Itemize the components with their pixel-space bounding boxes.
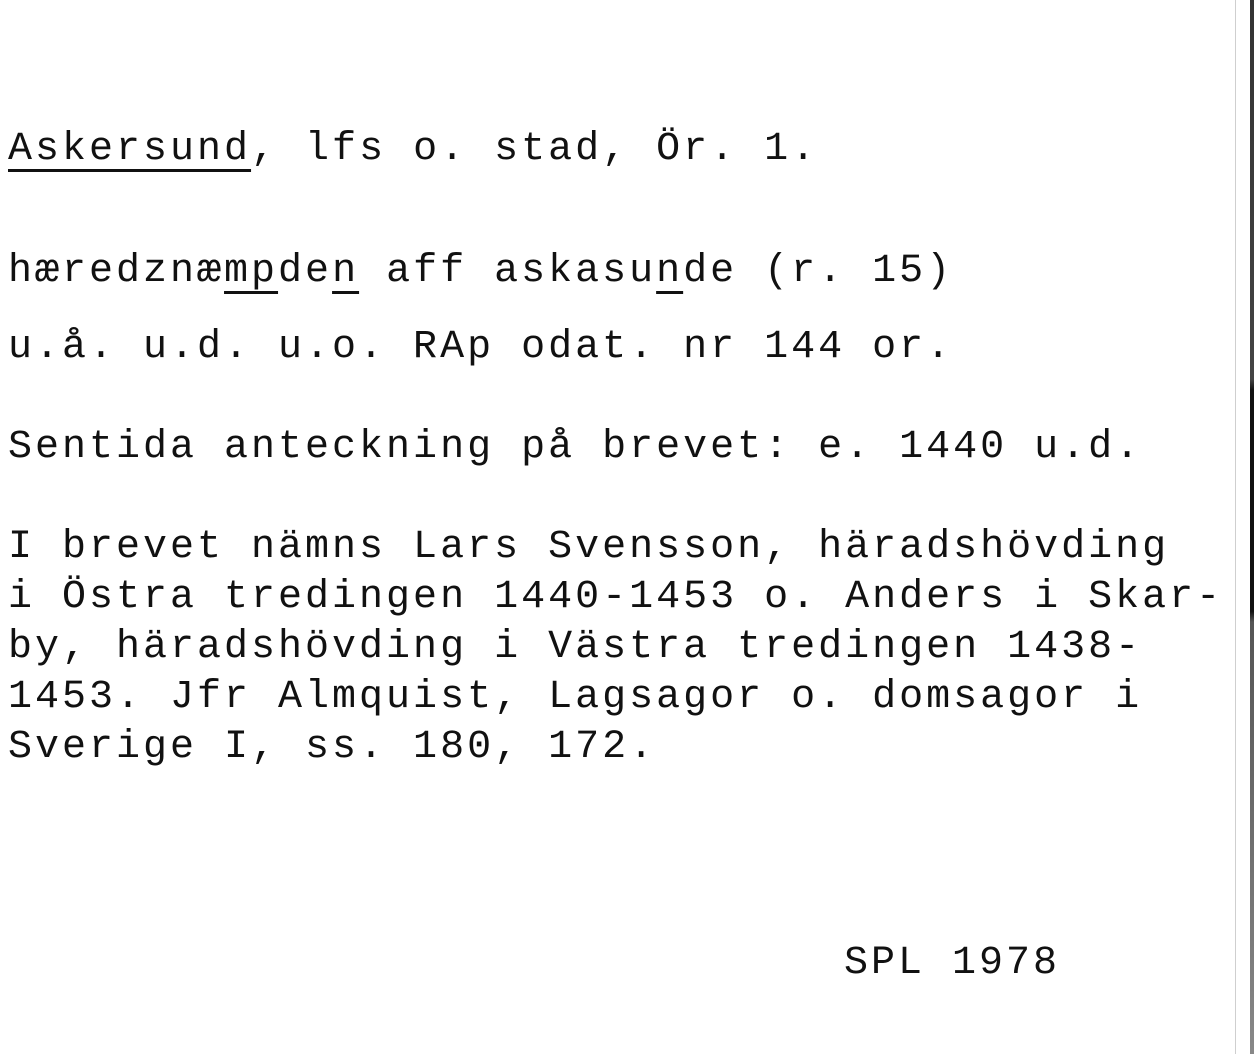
form-part: de — [278, 249, 333, 294]
form-line — [8, 248, 953, 296]
form-part: de (r. 15) — [683, 249, 954, 294]
comment-line: Sverige I, ss. 180, 172. — [8, 725, 657, 770]
comment-line: i Östra tredingen 1440-1453 o. Anders i Skar- — [8, 575, 1224, 620]
form-part: aff askasu — [359, 249, 657, 294]
note-line: Sentida anteckning på brevet: e. 1440 u.d. — [8, 425, 1143, 470]
signature: SPL 1978 — [844, 941, 1061, 986]
source-line: u.å. u.d. u.o. RAp odat. nr 144 or. — [8, 325, 954, 370]
form-part-underlined: mp — [224, 249, 279, 294]
form-part: hæredznæ — [8, 249, 225, 294]
place-name: Askersund — [8, 127, 252, 172]
heading-line — [8, 126, 818, 174]
card-edge-shadow — [1250, 0, 1254, 1054]
comment-line: by, häradshövding i Västra tredingen 1438- — [8, 625, 1143, 670]
card-edge-line — [1235, 0, 1236, 1054]
comment-line: 1453. Jfr Almquist, Lagsagor o. domsagor i — [8, 675, 1143, 720]
place-description: , lfs o. stad, Ör. 1. — [251, 127, 819, 172]
comment-line: I brevet nämns Lars Svensson, häradshövding — [8, 525, 1170, 570]
form-part-underlined: n — [332, 249, 360, 294]
form-part-underlined: n — [656, 249, 684, 294]
